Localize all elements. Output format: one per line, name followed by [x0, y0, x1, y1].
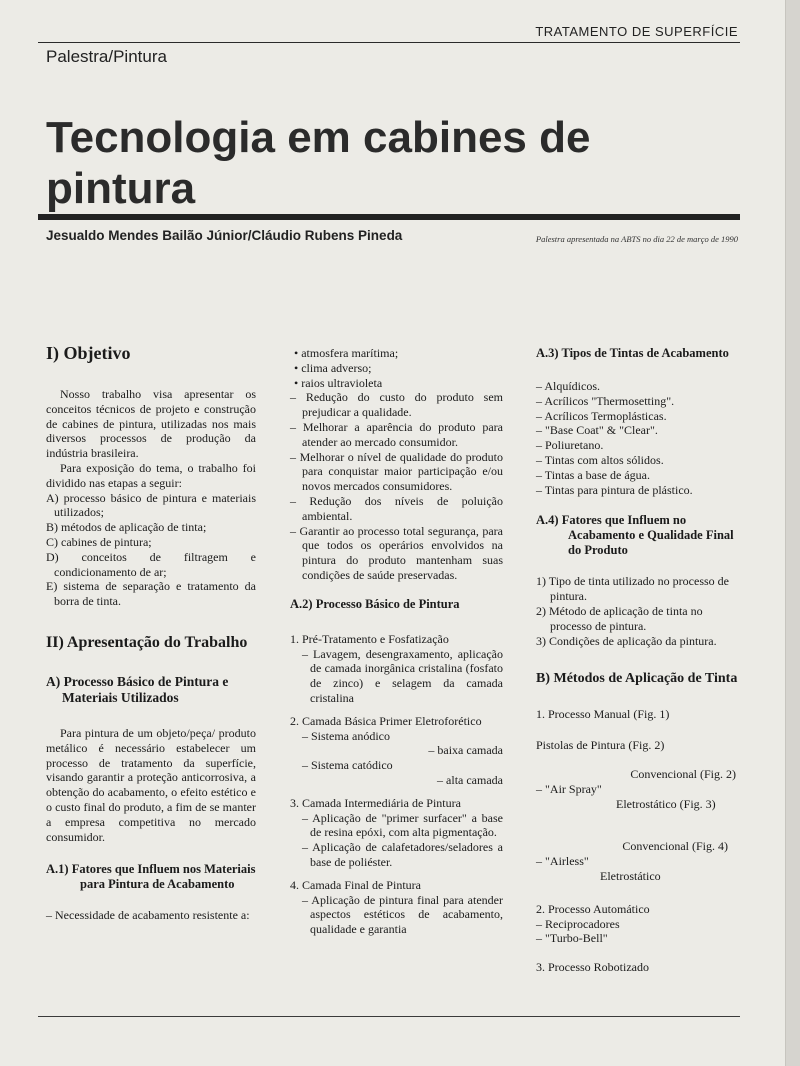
dash-item: – Melhorar o nível de qualidade do produto para conquistar maior participação e/ou novos mercados consumidores.: [290, 449, 503, 494]
step-detail: – Aplicação de calafetadores/seladores a base de poliéster.: [302, 840, 503, 869]
spacer: [536, 829, 744, 839]
paragraph: Para pintura de um objeto/peça/ produto metálico é necessário estabelecer um processo de tratamento da superfície, visando garantir a proteção anticorrosiva, a obtenção do acabamento, o efeito estético e o custo final do produto, a fim de se manter a empresa competitiva no mercado consumidor.: [46, 725, 256, 844]
step-title: 3. Camada Intermediária de Pintura: [290, 795, 461, 810]
method-item: Pistolas de Pintura (Fig. 2): [536, 738, 665, 753]
list-item: 2) Método de aplicação de tinta no processo de pintura.: [536, 603, 703, 633]
list-item: – Acrílicos Termoplásticas.: [536, 408, 667, 423]
list-item: 3) Condições de aplicação da pintura.: [536, 633, 717, 648]
list-item: – Alquídicos.: [536, 379, 601, 393]
list-item: – Tintas a base de água.: [536, 467, 650, 482]
list-item: E) sistema de separação e tratamento da borra de tinta.: [46, 579, 256, 609]
step-detail: – alta camada: [437, 772, 503, 787]
paragraph: Para exposição do tema, o trabalho foi dividido nas etapas a seguir:: [46, 460, 256, 490]
list-item: – Poliuretano.: [536, 438, 604, 453]
spacer: [536, 811, 744, 829]
heading-apresentacao: II) Apresentação do Trabalho: [46, 633, 248, 651]
spacer: [536, 884, 744, 902]
top-rule: [38, 42, 740, 43]
method-item: Eletrostático: [600, 868, 661, 883]
heading-tipos-tintas: A.3) Tipos de Tintas de Acabamento: [536, 346, 729, 360]
column-1: [46, 343, 256, 923]
heading-processo-basico: A) Processo Básico de Pintura e Materiais Utilizados: [46, 673, 229, 705]
method-item: 1. Processo Manual (Fig. 1): [536, 707, 670, 722]
dash-item: – Garantir ao processo total segurança, para que todos os operários envolvidos na pintura do produto mantenham suas condições de saúde preservadas.: [290, 523, 503, 582]
paragraph: Nosso trabalho visa apresentar os conceitos técnicos de projeto e construção de cabines de pintura, utilizadas nos mais diversos processos de produção da indústria brasileira.: [46, 387, 256, 461]
step-detail: – Aplicação de pintura final para atender aspectos estéticos de acabamento, qualidade e garantia: [302, 892, 503, 937]
step-detail: – Lavagem, desengraxamento, aplicação de camada inorgânica cristalina (fosfato de zinco) e selagem da camada cristalina: [302, 646, 503, 705]
list-item: B) métodos de aplicação de tinta;: [46, 520, 207, 535]
bullet-item: • clima adverso;: [294, 360, 372, 375]
authors: Jesualdo Mendes Bailão Júnior/Cláudio Rubens Pineda: [46, 228, 403, 243]
dash-item: – Redução do custo do produto sem prejudicar a qualidade.: [290, 390, 503, 420]
heading-fatores-materiais: A.1) Fatores que Influem nos Materiais para Pintura de Acabamento: [46, 862, 256, 892]
list-item: – Tintas para pintura de plástico.: [536, 482, 693, 497]
method-item: Convencional (Fig. 4): [622, 839, 728, 854]
list-item: – Necessidade de acabamento resistente a:: [46, 908, 250, 923]
step-title: 4. Camada Final de Pintura: [290, 877, 421, 892]
method-item: Convencional (Fig. 2): [630, 766, 736, 781]
heading-fatores-acabamento: A.4) Fatores que Influem no Acabamento e Qualidade Final do Produto: [536, 513, 734, 558]
column-2: [290, 346, 503, 937]
list-item: D) conceitos de filtragem e condicionamento de ar;: [46, 549, 256, 579]
list-item: – Acrílicos "Thermosetting".: [536, 393, 675, 408]
spacer: [536, 753, 744, 767]
bullet-item: • raios ultravioleta: [294, 375, 383, 390]
heading-metodos-aplicacao: B) Métodos de Aplicação de Tinta: [536, 671, 738, 687]
step-detail: – Sistema anódico: [302, 728, 390, 743]
presentation-note: Palestra apresentada na ABTS no dia 22 de março de 1990: [535, 234, 738, 244]
method-item: – "Turbo-Bell": [536, 931, 608, 946]
spacer: [536, 728, 744, 738]
list-item: – Tintas com altos sólidos.: [536, 452, 664, 467]
dash-item: – Melhorar a aparência do produto para atender ao mercado consumidor.: [290, 419, 503, 449]
heading-objetivo: I) Objetivo: [46, 343, 131, 363]
step-title: 1. Pré-Tratamento e Fosfatização: [290, 631, 449, 646]
list-item: A) processo básico de pintura e materiais utilizados;: [46, 490, 256, 520]
article-title: Tecnologia em cabines de pintura: [46, 113, 591, 213]
column-3: [536, 346, 744, 975]
method-item: – "Airless": [536, 854, 589, 869]
method-item: 3. Processo Robotizado: [536, 960, 649, 975]
heading-processo-pintura: A.2) Processo Básico de Pintura: [290, 596, 460, 611]
method-item: – "Air Spray": [536, 781, 602, 796]
page-edge: [785, 0, 800, 1066]
method-item: Eletrostático (Fig. 3): [616, 796, 716, 811]
rubric: Palestra/Pintura: [46, 47, 167, 66]
method-item: 2. Processo Automático: [536, 901, 650, 916]
dash-item: – Redução dos níveis de poluição ambiental.: [290, 493, 503, 523]
list-item: 1) Tipo de tinta utilizado no processo de pintura.: [536, 574, 729, 604]
step-title: 2. Camada Básica Primer Eletroforético: [290, 713, 482, 728]
bottom-rule: [38, 1016, 740, 1017]
method-item: – Reciprocadores: [536, 916, 620, 931]
bullet-item: • atmosfera marítima;: [294, 346, 399, 360]
list-item: – "Base Coat" & "Clear".: [536, 423, 658, 438]
list-item: C) cabines de pintura;: [46, 534, 152, 549]
step-detail: – baixa camada: [428, 743, 503, 758]
step-detail: – Sistema catódico: [302, 758, 393, 773]
spacer: [536, 946, 744, 960]
step-detail: – Aplicação de "primer surfacer" a base de resina epóxi, com alta pigmentação.: [302, 810, 503, 840]
section-tag: TRATAMENTO DE SUPERFÍCIE: [535, 24, 738, 39]
title-rule: [38, 214, 740, 220]
